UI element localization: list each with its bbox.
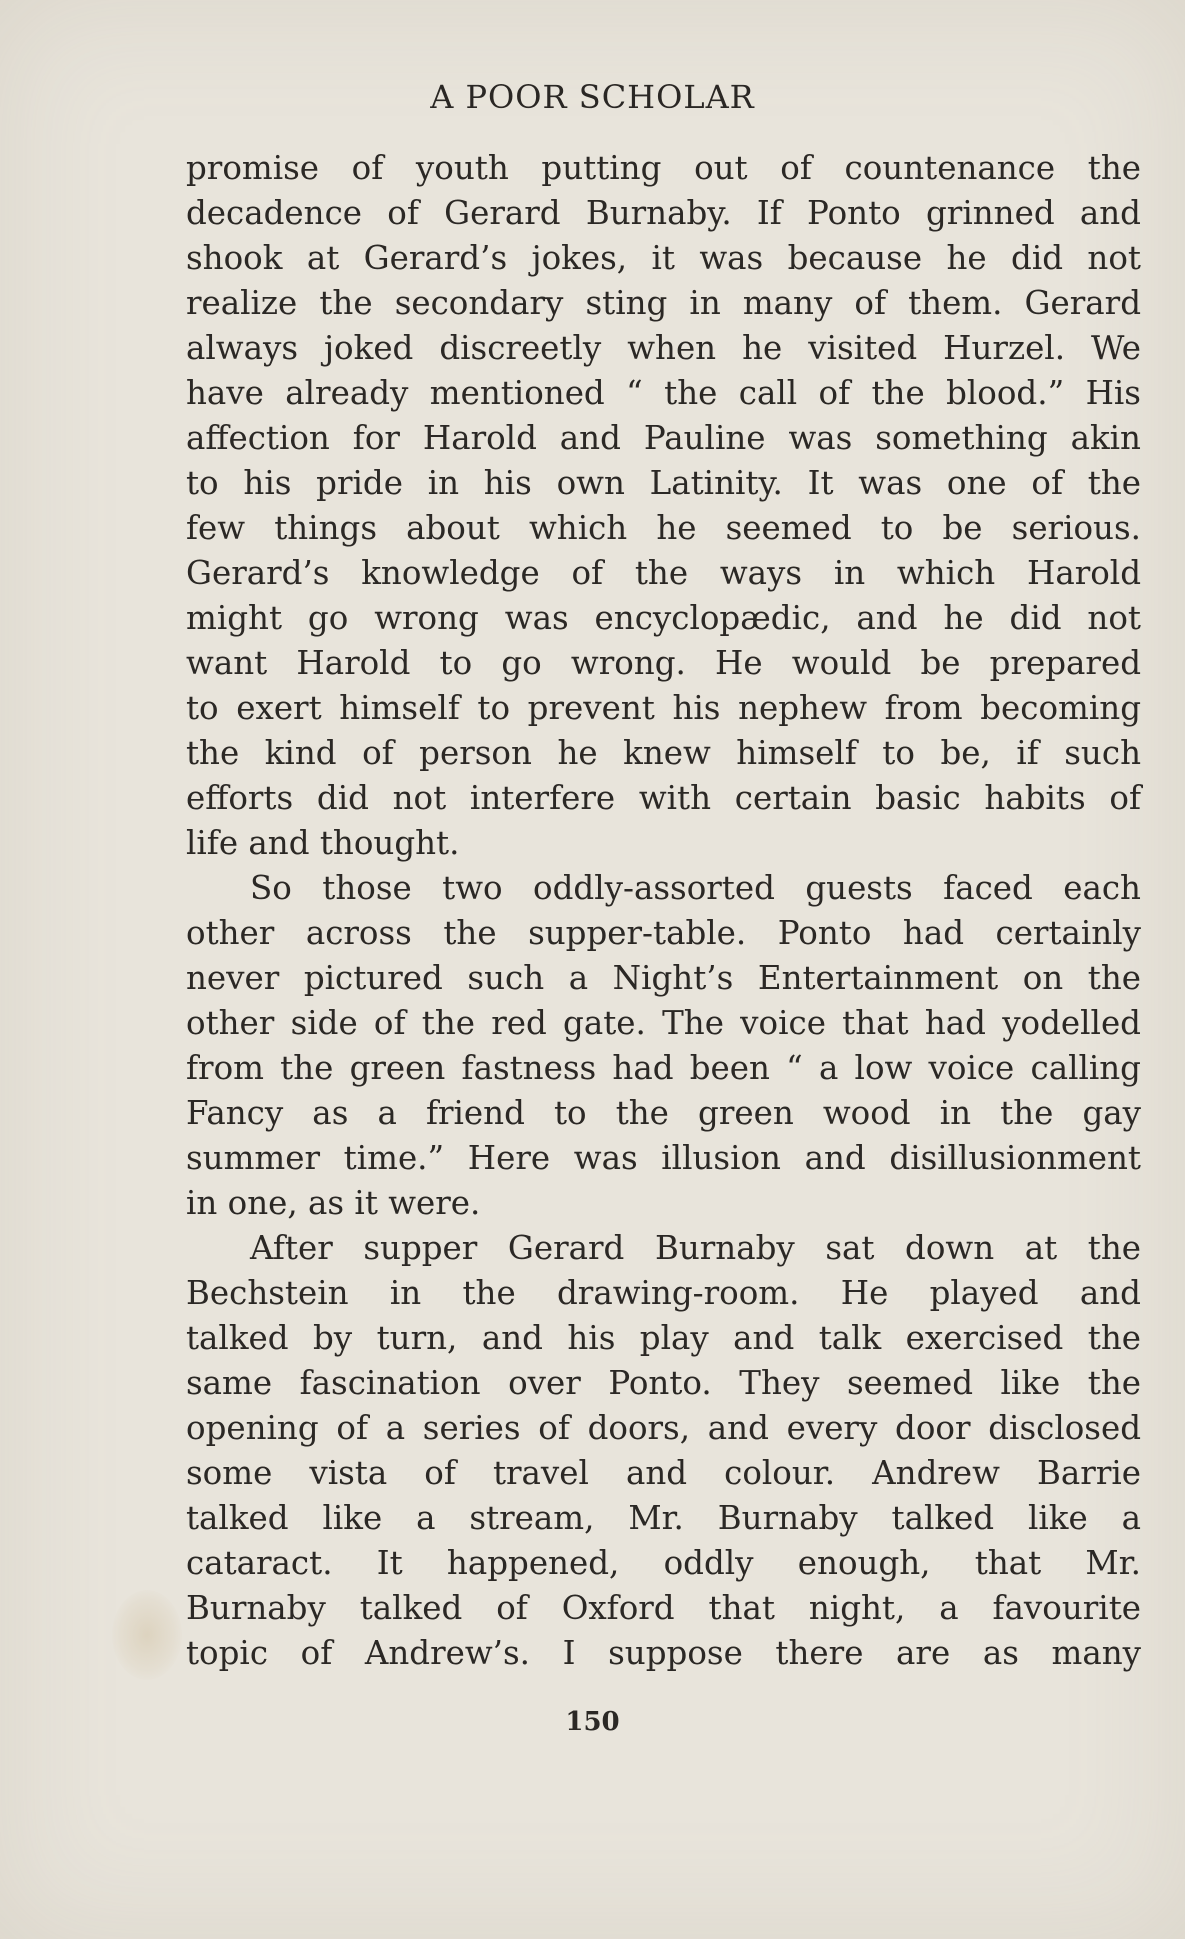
text-line: never pictured such a Night’s Entertainment on the — [186, 959, 1141, 997]
text-line: So those two oddly-assorted guests faced each — [250, 869, 1141, 907]
text-line: Bechstein in the drawing-room. He played and — [186, 1274, 1141, 1312]
text-line: the kind of person he knew himself to be, if such — [186, 734, 1141, 772]
text-line: other across the supper-table. Ponto had certainly — [186, 914, 1141, 952]
text-line: decadence of Gerard Burnaby. If Ponto grinned and — [186, 194, 1141, 232]
text-line: few things about which he seemed to be serious. — [186, 509, 1141, 547]
text-line: affection for Harold and Pauline was something akin — [186, 419, 1141, 457]
text-line: to exert himself to prevent his nephew from becoming — [186, 689, 1141, 727]
text-line: promise of youth putting out of countenance the — [186, 149, 1141, 187]
text-line: have already mentioned “ the call of the blood.” His — [186, 374, 1141, 412]
text-line: cataract. It happened, oddly enough, that Mr. — [186, 1544, 1141, 1582]
text-line: talked like a stream, Mr. Burnaby talked like a — [186, 1499, 1141, 1537]
paper-stain — [112, 1590, 182, 1680]
text-line: opening of a series of doors, and every door disclosed — [186, 1409, 1141, 1447]
text-line: other side of the red gate. The voice that had yodelled — [186, 1004, 1141, 1042]
body-text — [186, 146, 1141, 1676]
text-line: Burnaby talked of Oxford that night, a favourite — [186, 1589, 1141, 1627]
text-line: topic of Andrew’s. I suppose there are as many — [186, 1634, 1141, 1672]
text-line: After supper Gerard Burnaby sat down at the — [250, 1229, 1141, 1267]
text-line: Gerard’s knowledge of the ways in which Harold — [186, 554, 1141, 592]
text-line: from the green fastness had been “ a low voice calling — [186, 1049, 1141, 1087]
text-line: same fascination over Ponto. They seemed like the — [186, 1364, 1141, 1402]
text-line: efforts did not interfere with certain basic habits of — [186, 779, 1141, 817]
text-line: to his pride in his own Latinity. It was one of the — [186, 464, 1141, 502]
text-line: talked by turn, and his play and talk exercised the — [186, 1319, 1141, 1357]
text-line: Fancy as a friend to the green wood in the gay — [186, 1094, 1141, 1132]
text-line: summer time.” Here was illusion and disillusionment — [186, 1139, 1141, 1177]
text-line: always joked discreetly when he visited Hurzel. We — [186, 329, 1141, 367]
text-line: some vista of travel and colour. Andrew Barrie — [186, 1454, 1141, 1492]
text-line: in one, as it were. — [186, 1184, 481, 1222]
text-line: life and thought. — [186, 824, 460, 862]
page-number: 150 — [565, 1707, 620, 1737]
running-head: A POOR SCHOLAR — [430, 78, 755, 116]
text-line: might go wrong was encyclopædic, and he did not — [186, 599, 1141, 637]
text-line: want Harold to go wrong. He would be prepared — [186, 644, 1141, 682]
text-line: realize the secondary sting in many of them. Gerard — [186, 284, 1141, 322]
text-line: shook at Gerard’s jokes, it was because he did not — [186, 239, 1141, 277]
